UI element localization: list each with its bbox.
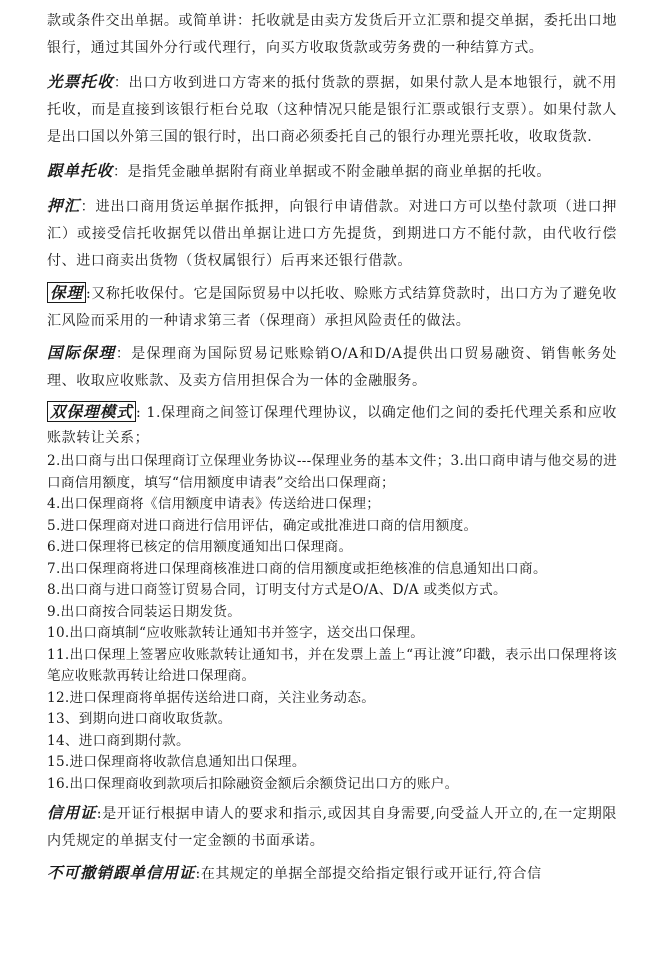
negotiation-paragraph (47, 192, 617, 275)
intl-factoring-text: ：是保理商为国际贸易记账赊销O/A和D/A提供出口贸易融资、销售帐务处理、收取应收账款、及卖方信用担保合为一体的金融服务。 (47, 346, 617, 389)
letter-of-credit-paragraph (47, 799, 617, 855)
intro-text: 款或条件交出单据。或简单讲：托收就是由卖方发货后开立汇票和提交单据，委托出口地银行，通过其国外分行或代理行，向买方收取货款或劳务费的一种结算方式。 (47, 13, 617, 56)
list-item: 5.进口保理商对进口商进行信用评估，确定或批准进口商的信用额度。 (47, 517, 478, 534)
clean-collection-term: 光票托收 (47, 72, 114, 91)
negotiation-term: 押汇 (47, 196, 81, 215)
list-item: 6.进口保理将已核定的信用额度通知出口保理商。 (47, 539, 353, 555)
documentary-collection-term: 跟单托收 (47, 161, 114, 180)
clean-collection-text: ：出口方收到进口方寄来的抵付货款的票据，如果付款人是本地银行，就不用托收，而是直接到该银行柜台兑取（这种情况只能是银行汇票或银行支票）。如果付款人是出口国以外第三国的银行时，出口商必须委托自己的银行办理光票托收，收取货款. (47, 75, 617, 145)
list-item: 9.出口商按合同装运日期发货。 (47, 603, 242, 620)
factoring-term: 保理 (47, 282, 86, 303)
list-item: 7.出口保理商将进口保理商核准进口商的信用额度或拒绝核准的信息通知出口商。 (47, 560, 547, 577)
irrevocable-lc-term: 不可撤销跟单信用证 (47, 863, 196, 882)
list-item: 2.出口商与出口保理商订立保理业务协议---保理业务的基本文件；3.出口商申请与他交易的进口商信用额度，填写“信用额度申请表”交给出口保理商； (47, 453, 617, 491)
letter-of-credit-text: :是开证行根据申请人的要求和指示,或因其自身需要,向受益人开立的,在一定期限内凭规定的单据支付一定金额的书面承诺。 (47, 806, 617, 849)
list-item: 16.出口保理商收到款项后扣除融资金额后余额贷记出口方的账户。 (47, 775, 459, 792)
list-item: 11.出口保理上签署应收账款转让通知书，并在发票上盖上“再让渡”印戳，表示出口保理将该笔应收账款再转让给进口保理商。 (47, 646, 617, 684)
list-item: 8.出口商与进口商签订贸易合同，订明支付方式是O/A、D/A 或类似方式。 (47, 582, 507, 598)
list-item: 15.进口保理商将收款信息通知出口保理。 (47, 754, 306, 770)
list-item: 10.出口商填制“应收账款转让通知书并签字，送交出口保理。 (47, 625, 425, 641)
intl-factoring-term: 国际保理 (47, 343, 116, 362)
two-factor-term: 双保理模式 (47, 401, 136, 422)
list-item: 4.出口保理商将《信用额度申请表》传送给进口保理； (47, 496, 381, 512)
documentary-collection-paragraph (47, 157, 617, 186)
intl-factoring-paragraph (47, 339, 617, 395)
two-factor-text: : 1.保理商之间签订保理代理协议，以确定他们之间的委托代理关系和应收账款转让关系； (47, 405, 617, 446)
letter-of-credit-term: 信用证 (47, 803, 97, 822)
clean-collection-paragraph (47, 68, 617, 151)
negotiation-text: ：进出口商用货运单据作抵押，向银行申请借款。对进口方可以垫付款项（进口押汇）或接受信托收据凭以借出单据让进口方先提货，到期进口方不能付款，由代收行偿付、进口商卖出货物（货权属银行）后再来还银行借款。 (47, 199, 617, 269)
list-item: 14、进口商到期付款。 (47, 732, 190, 749)
two-factor-paragraph (47, 399, 617, 451)
factoring-paragraph (47, 279, 617, 335)
list-item: 12.进口保理商将单据传送给进口商，关注业务动态。 (47, 689, 376, 706)
two-factor-steps (47, 451, 617, 795)
factoring-text: :又称托收保付。它是国际贸易中以托收、赊账方式结算贷款时，出口方为了避免收汇风险而采用的一种请求第三者（保理商）承担风险责任的做法。 (47, 286, 617, 329)
documentary-collection-text: ：是指凭金融单据附有商业单据或不附金融单据的商业单据的托收。 (113, 164, 552, 180)
list-item: 13、到期向进口商收取货款。 (47, 711, 232, 727)
irrevocable-lc-paragraph (47, 859, 617, 888)
irrevocable-lc-text: :在其规定的单据全部提交给指定银行或开证行,符合信 (195, 866, 542, 882)
intro-paragraph (47, 8, 617, 62)
